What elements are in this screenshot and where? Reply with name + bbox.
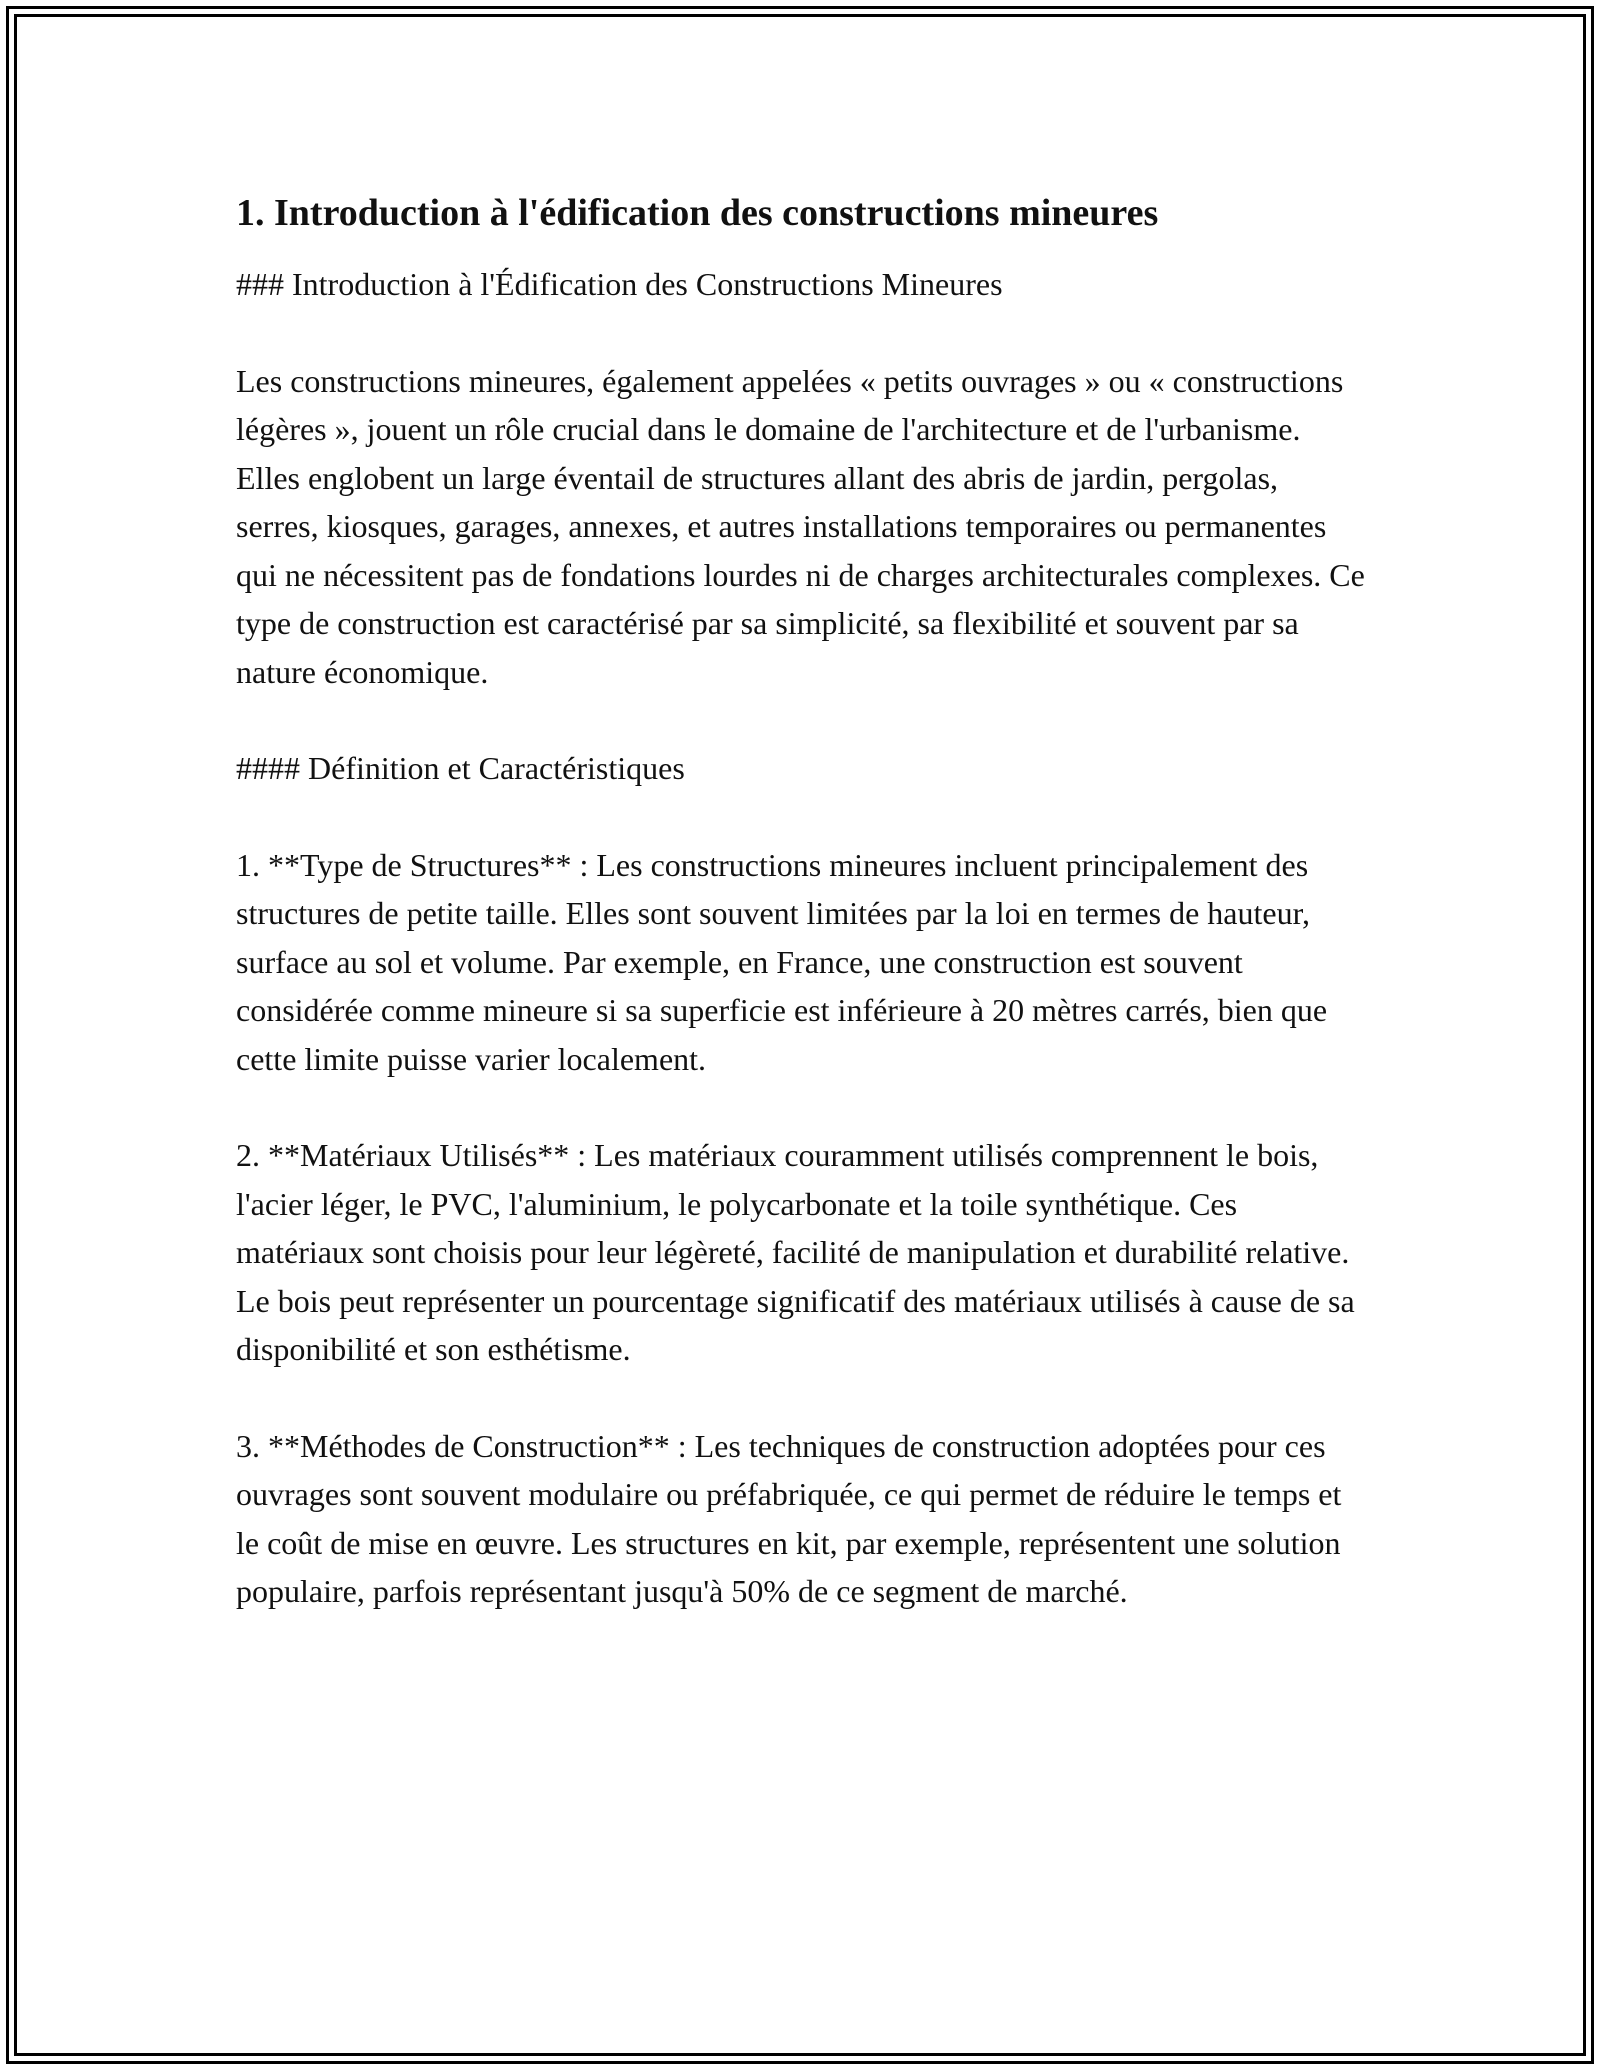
list-item-type-structures: 1. **Type de Structures** : Les constructions mineures incluent principalement des structures de petite taille. Elles sont souvent limitées par la loi en termes de hauteur, surface au sol et volume. Par exemple, en France, une construction est souvent considérée comme mineure si sa superficie est inférieure à 20 mètres carrés, bien que cette limite puisse varier localement. [236, 846, 1328, 1077]
document-title: 1. Introduction à l'édification des constructions mineures [236, 192, 1159, 234]
intro-paragraph: Les constructions mineures, également appelées « petits ouvrages » ou « constructions légères », jouent un rôle crucial dans le domaine de l'architecture et de l'urbanisme. Elles englobent un large éventail de structures allant des abris de jardin, pergolas, serres, kiosques, garages, annexes, et autres installations temporaires ou permanentes qui ne nécessitent pas de fondations lourdes ni de charges architecturales complexes. Ce type de construction est caractérisé par sa simplicité, sa flexibilité et souvent par sa nature économique. [236, 362, 1365, 690]
section-heading: #### Définition et Caractéristiques [236, 750, 685, 786]
list-item-materiaux: 2. **Matériaux Utilisés** : Les matériaux couramment utilisés comprennent le bois, l'acier léger, le PVC, l'aluminium, le polycarbonate et la toile synthétique. Ces matériaux sont choisis pour leur légèreté, facilité de manipulation et durabilité relative. Le bois peut représenter un pourcentage significatif des matériaux utilisés à cause de sa disponibilité et son esthétisme. [236, 1137, 1355, 1367]
list-item-methodes: 3. **Méthodes de Construction** : Les techniques de construction adoptées pour ces ouvrages sont souvent modulaire ou préfabriquée, ce qui permet de réduire le temps et le coût de mise en œuvre. Les structures en kit, par exemple, représentent une solution populaire, parfois représentant jusqu'à 50% de ce segment de marché. [236, 1427, 1342, 1609]
document-subtitle: ### Introduction à l'Édification des Constructions Mineures [236, 266, 1003, 302]
document-body [236, 186, 1366, 1664]
